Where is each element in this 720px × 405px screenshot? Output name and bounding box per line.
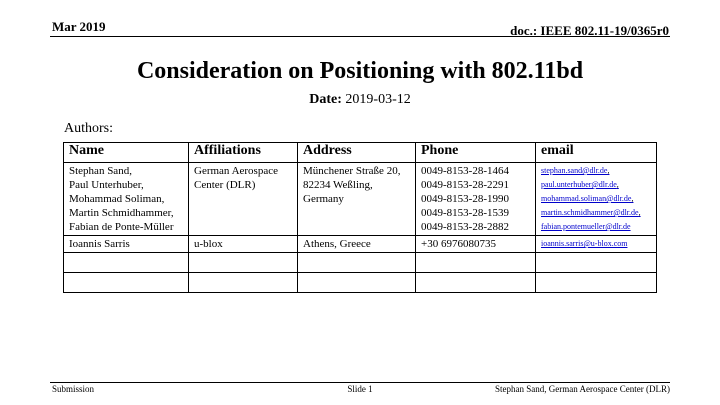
column-header-phone: Phone: [416, 143, 536, 163]
address-cell: [298, 236, 416, 253]
date-label: Date:: [309, 92, 342, 107]
empty-cell: [416, 273, 536, 293]
column-header-affiliations: Affiliations: [189, 143, 298, 163]
author-name: Stephan Sand,: [69, 165, 132, 177]
empty-cell: [416, 253, 536, 273]
header-divider: [50, 36, 670, 37]
phone-number: 0049-8153-28-1539: [421, 207, 509, 219]
name-cell: [64, 163, 189, 236]
author-name: Ioannis Sarris: [69, 238, 130, 250]
author-name: Mohammad Soliman,: [69, 193, 165, 205]
header-doc-id: doc.: IEEE 802.11-19/0365r0: [510, 23, 669, 38]
table-header-row: [64, 143, 657, 163]
footer-submission: Submission: [52, 384, 95, 394]
empty-cell: [298, 253, 416, 273]
email-link[interactable]: mohammad.soliman@dlr.de ,: [541, 192, 651, 206]
email-link[interactable]: stephan.sand@dlr.de ,: [541, 164, 651, 178]
slide-title: Consideration on Positioning with 802.11bd: [136, 58, 584, 84]
table-row-empty: [64, 273, 657, 293]
affiliation-cell: [189, 163, 298, 236]
address-text: Athens, Greece: [303, 238, 371, 250]
email-link[interactable]: martin.schmidhammer@dlr.de ,: [541, 206, 651, 220]
affiliation-text: Center (DLR): [194, 179, 256, 191]
table-row-empty: [64, 253, 657, 273]
empty-cell: [536, 273, 657, 293]
empty-cell: [64, 253, 189, 273]
table-row: [64, 163, 657, 236]
date-line: [0, 92, 720, 108]
email-cell: [536, 236, 657, 253]
email-link[interactable]: paul.unterhuber@dlr.de ,: [541, 178, 651, 192]
phone-cell: [416, 236, 536, 253]
column-header-address: Address: [298, 143, 416, 163]
column-header-name: Name: [64, 143, 189, 163]
table-row: [64, 236, 657, 253]
affiliation-text: u-blox: [194, 238, 223, 250]
address-text: 82234 Weßling,: [303, 179, 373, 191]
empty-cell: [298, 273, 416, 293]
empty-cell: [64, 273, 189, 293]
footer-slide-number: Slide 1: [347, 384, 373, 394]
phone-number: 0049-8153-28-1990: [421, 193, 509, 205]
phone-number: 0049-8153-28-2291: [421, 179, 509, 191]
address-text: Münchener Straße 20,: [303, 165, 401, 177]
email-link[interactable]: ioannis.sarris@u-blox.com: [541, 239, 628, 248]
footer-divider: [50, 382, 670, 383]
name-cell: [64, 236, 189, 253]
footer-author: Stephan Sand, German Aerospace Center (DLR): [495, 384, 670, 394]
phone-number: 0049-8153-28-1464: [421, 165, 509, 177]
affiliation-cell: [189, 236, 298, 253]
email-cell: [536, 163, 657, 236]
date-value: 2019-03-12: [345, 92, 411, 107]
empty-cell: [536, 253, 657, 273]
header-date: Mar 2019: [52, 19, 106, 34]
column-header-email: email: [536, 143, 657, 163]
author-name: Fabian de Ponte-Müller: [69, 221, 174, 233]
phone-number: 0049-8153-28-2882: [421, 221, 509, 233]
phone-number: +30 6976080735: [421, 238, 496, 250]
author-name: Paul Unterhuber,: [69, 179, 144, 191]
affiliation-text: German Aerospace: [194, 165, 278, 177]
empty-cell: [189, 253, 298, 273]
authors-label: Authors:: [64, 121, 113, 136]
address-cell: [298, 163, 416, 236]
empty-cell: [189, 273, 298, 293]
address-text: Germany: [303, 193, 344, 205]
authors-table: [63, 142, 657, 293]
author-name: Martin Schmidhammer,: [69, 207, 174, 219]
phone-cell: [416, 163, 536, 236]
email-link[interactable]: fabian.pontemueller@dlr.de: [541, 222, 631, 231]
